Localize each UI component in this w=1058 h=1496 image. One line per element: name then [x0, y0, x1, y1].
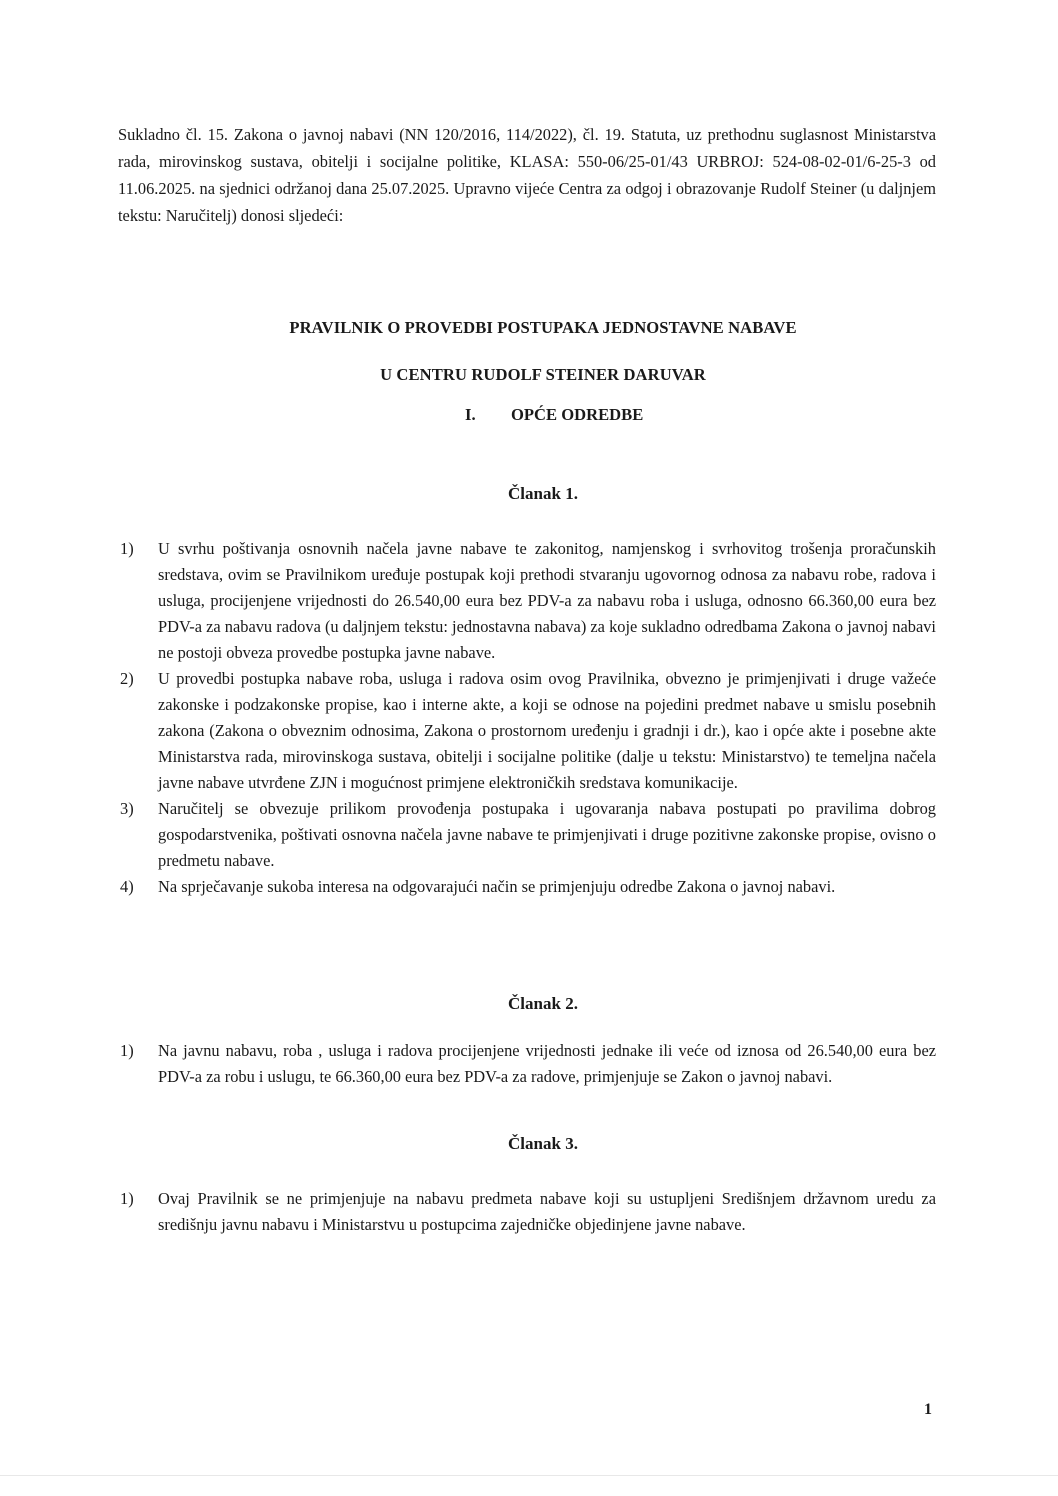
- list-item-text: U provedbi postupka nabave roba, usluga i radova osim ovog Pravilnika, obvezno je primjenjivati i druge važeće zakonske i podzakonske propise, kao i interne akte, a koji se odnose na pojedini predmet nabave u smislu posebnih zakona (Zakona o obveznim odnosima, Zakona o prostornom uređenju i gradnji i dr.), kao i opće akte i posebne akte Ministarstva rada, mirovinskoga sustava, obitelji i socijalne politike (dalje u tekstu: Ministarstvo) te temeljna načela javne nabave utvrđene ZJN i mogućnost primjene elektroničkih sredstava komunikacije.: [158, 669, 936, 792]
- list-item: [118, 1038, 936, 1090]
- list-item: [118, 666, 936, 796]
- list-item-marker: 1): [120, 1041, 134, 1060]
- article-1-heading: Članak 1.: [508, 484, 578, 503]
- document-title-line-1: PRAVILNIK O PROVEDBI POSTUPAKA JEDNOSTAVNE NABAVE: [289, 318, 797, 337]
- article-1-list: [118, 536, 936, 900]
- section-number: I.: [465, 405, 476, 424]
- section-heading: [465, 405, 643, 425]
- article-2-heading: Članak 2.: [508, 994, 578, 1013]
- list-item: [118, 536, 936, 666]
- list-item-marker: 3): [120, 799, 134, 818]
- article-3-list: [118, 1186, 936, 1238]
- page-bottom-divider: [0, 1475, 1058, 1476]
- list-item-marker: 1): [120, 1189, 134, 1208]
- list-item: [118, 796, 936, 874]
- list-item-marker: 1): [120, 539, 134, 558]
- list-item-text: Ovaj Pravilnik se ne primjenjuje na nabavu predmeta nabave koji su ustupljeni Središnjem državnom uredu za središnju javnu nabavu i Ministarstvu u postupcima zajedničke objedinjene javne nabave.: [158, 1189, 936, 1234]
- intro-paragraph: Sukladno čl. 15. Zakona o javnoj nabavi (NN 120/2016, 114/2022), čl. 19. Statuta, uz prethodnu suglasnost Ministarstva rada, mirovinskog sustava, obitelji i socijalne politike, KLASA: 550-06/25-01/43 URBROJ: 524-08-02-01/6-25-3 od 11.06.2025. na sjednici održanoj dana 25.07.2025. Upravno vijeće Centra za odgoj i obrazovanje Rudolf Steiner (u daljnjem tekstu: Naručitelj) donosi sljedeći:: [118, 125, 936, 226]
- list-item-text: Na javnu nabavu, roba , usluga i radova procijenjene vrijednosti jednake ili veće od iznosa od 26.540,00 eura bez PDV-a za robu i uslugu, te 66.360,00 eura bez PDV-a za radove, primjenjuje se Zakon o javnoj nabavi.: [158, 1041, 936, 1086]
- list-item: [118, 1186, 936, 1238]
- list-item-marker: 4): [120, 877, 134, 896]
- page-number: 1: [924, 1401, 932, 1418]
- document-title-line-2: U CENTRU RUDOLF STEINER DARUVAR: [380, 365, 706, 384]
- list-item-text: Na sprječavanje sukoba interesa na odgovarajući način se primjenjuju odredbe Zakona o javnoj nabavi.: [158, 877, 836, 896]
- list-item-text: U svrhu poštivanja osnovnih načela javne nabave te zakonitog, namjenskog i svrhovitog trošenja proračunskih sredstava, ovim se Pravilnikom uređuje postupak koji prethodi stvaranju ugovornog odnosa za nabavu robe, radova i usluga, procijenjene vrijednosti do 26.540,00 eura bez PDV-a za nabavu roba i usluga, odnosno 66.360,00 eura bez PDV-a za nabavu radova (u daljnjem tekstu: jednostavna nabava) za koje sukladno odredbama Zakona o javnoj nabavi ne postoji obveza provedbe postupka javne nabave.: [158, 539, 936, 662]
- list-item-marker: 2): [120, 669, 134, 688]
- section-title: OPĆE ODREDBE: [511, 405, 644, 424]
- article-3-heading: Članak 3.: [508, 1134, 578, 1153]
- list-item-text: Naručitelj se obvezuje prilikom provođenja postupaka i ugovaranja nabava postupati po pravilima dobrog gospodarstvenika, poštivati osnovna načela javne nabave te primjenjivati i druge pozitivne zakonske propise, ovisno o predmetu nabave.: [158, 799, 936, 870]
- article-2-list: [118, 1038, 936, 1090]
- list-item: [118, 874, 936, 900]
